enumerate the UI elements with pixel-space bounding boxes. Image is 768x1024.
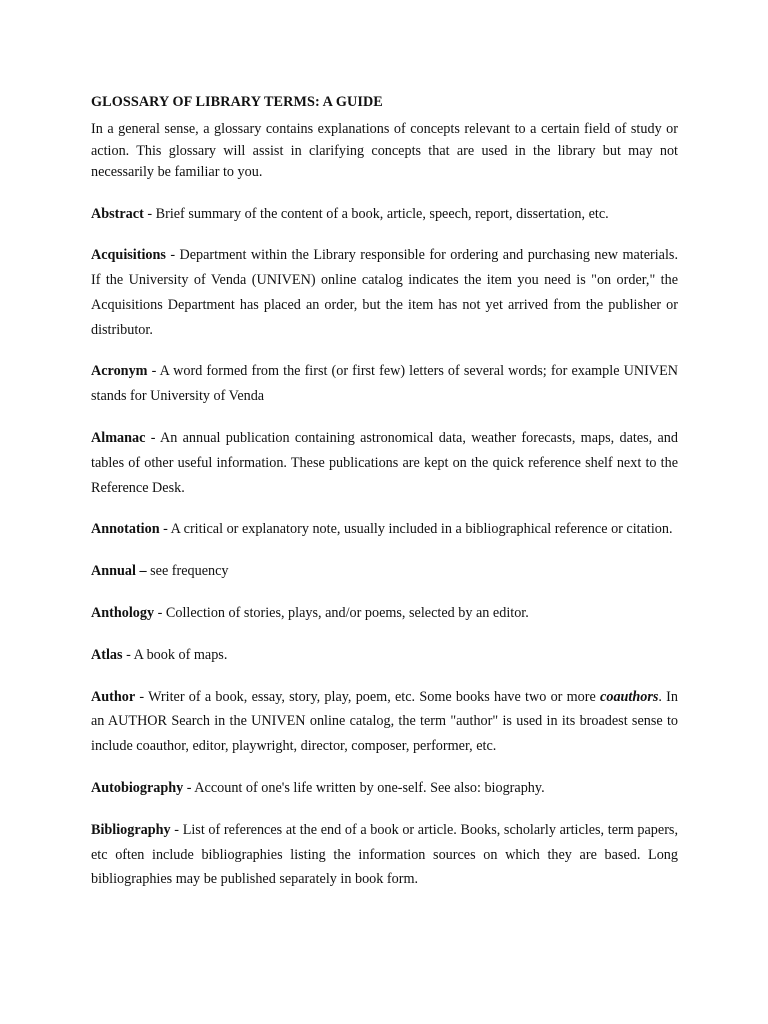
glossary-entry-abstract <box>91 202 678 227</box>
glossary-entry-annotation <box>91 517 678 542</box>
term-label: Bibliography <box>91 821 171 838</box>
term-separator: - <box>165 247 180 264</box>
term-separator: - <box>183 780 195 797</box>
glossary-entry-autobiography <box>91 776 678 801</box>
glossary-entry-annual <box>91 559 678 584</box>
term-emphasis: coauthors <box>600 688 659 705</box>
term-separator: - <box>122 646 134 663</box>
glossary-entry-acronym <box>91 359 678 409</box>
term-separator: - <box>159 521 171 538</box>
term-label: Annual – <box>91 563 147 580</box>
term-definition: see frequency <box>150 563 229 580</box>
glossary-entry-anthology <box>91 601 678 626</box>
term-separator: - <box>154 605 166 622</box>
term-definition: An annual publication containing astronomical data, weather forecasts, maps, dates, and tables of other useful information. These publications are kept on the quick reference shelf next to the Reference Desk. <box>91 430 678 496</box>
term-label: Anthology <box>91 605 155 622</box>
term-definition: List of references at the end of a book or article. Books, scholarly articles, term papers, etc often include bibliographies listing the information sources on which they are based. Long bibliographies may be published separately in book form. <box>91 821 678 888</box>
term-separator: - <box>135 688 149 705</box>
glossary-entry-author <box>91 685 678 759</box>
term-label: Atlas <box>91 646 123 663</box>
term-label: Autobiography <box>91 780 184 797</box>
term-label: Annotation <box>91 521 160 538</box>
term-definition: Department within the Library responsible for ordering and purchasing new materials. If the University of Venda (UNIVEN) online catalog indicates the item you need is "on order," the Acquisitions Department has placed an order, but the item has not yet arrived from the publisher or distributor. <box>91 247 678 338</box>
glossary-entry-bibliography <box>91 818 678 892</box>
term-definition: Collection of stories, plays, and/or poems, selected by an editor. <box>165 605 529 622</box>
intro-paragraph: In a general sense, a glossary contains explanations of concepts relevant to a certain field of study or action. This glossary will assist in clarifying concepts that are used in the library but may not necessarily be familiar to you. <box>91 121 678 180</box>
glossary-entry-acquisitions <box>91 243 678 342</box>
term-separator: - <box>143 205 156 222</box>
term-label: Author <box>91 688 136 705</box>
term-definition: Writer of a book, essay, story, play, poem, etc. Some books have two or more <box>148 688 601 705</box>
term-label: Acquisitions <box>91 247 166 264</box>
term-definition: A critical or explanatory note, usually included in a bibliographical reference or citation. <box>170 521 673 538</box>
term-definition: Brief summary of the content of a book, article, speech, report, dissertation, etc. <box>155 205 609 222</box>
term-label: Abstract <box>91 205 144 222</box>
term-label: Acronym <box>91 363 148 380</box>
term-separator: - <box>170 821 183 838</box>
term-definition: A word formed from the first (or first few) letters of several words; for example UNIVEN stands for University of Venda <box>91 363 678 405</box>
glossary-entry-atlas <box>91 643 678 668</box>
term-definition-continued: . In an AUTHOR Search in the UNIVEN online catalog, the term "author" is used in its broadest sense to include coauthor, editor, playwright, director, composer, performer, etc. <box>91 688 678 755</box>
term-separator: - <box>147 363 160 380</box>
document-title: GLOSSARY OF LIBRARY TERMS: A GUIDE <box>91 94 383 110</box>
glossary-entry-almanac <box>91 426 678 500</box>
term-definition: Account of one's life written by one-self. See also: biography. <box>194 780 545 797</box>
term-definition: A book of maps. <box>133 646 228 663</box>
term-label: Almanac <box>91 430 146 447</box>
term-separator: - <box>145 430 160 447</box>
